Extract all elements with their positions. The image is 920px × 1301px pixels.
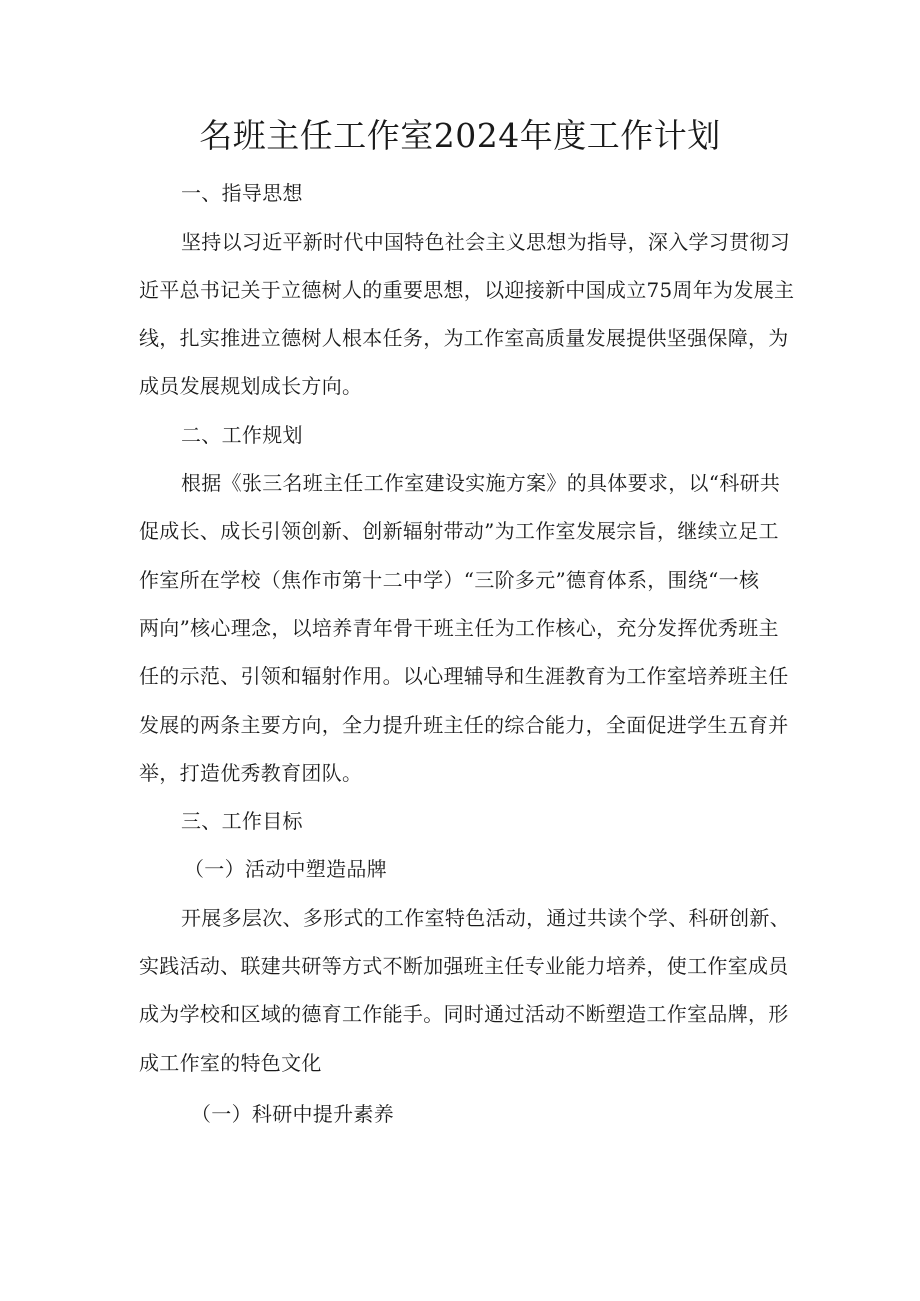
subsection-heading-research: （一）科研中提升素养: [191, 1102, 394, 1126]
paragraph-line: 作室所在学校（焦作市第十二中学）“三阶多元”德育体系，围绕“一核: [139, 568, 760, 592]
paragraph-line: 举，打造优秀教育团队。: [139, 761, 363, 785]
subsection-heading-activities: （一）活动中塑造品牌: [184, 857, 387, 881]
paragraph-line: 发展的两条主要方向，全力提升班主任的综合能力，全面促进学生五育并: [139, 713, 789, 737]
paragraph-line: 两向”核心理念，以培养青年骨干班主任为工作核心，充分发挥优秀班主: [139, 616, 779, 640]
paragraph-line: 近平总书记关于立德树人的重要思想，以迎接新中国成立75周年为发展主: [139, 278, 795, 302]
paragraph-line: 任的示范、引领和辐射作用。以心理辅导和生涯教育为工作室培养班主任: [139, 664, 789, 688]
paragraph-line: 成工作室的特色文化: [139, 1051, 322, 1075]
paragraph-line: 开展多层次、多形式的工作室特色活动，通过共读个学、科研创新、: [181, 906, 790, 930]
document-title: 名班主任工作室2024年度工作计划: [199, 116, 721, 155]
paragraph-line: 线，扎实推进立德树人根本任务，为工作室高质量发展提供坚强保障，为: [139, 326, 789, 350]
paragraph-line: 根据《张三名班主任工作室建设实施方案》的具体要求，以“科研共: [181, 471, 781, 495]
paragraph-line: 成为学校和区域的德育工作能手。同时通过活动不断塑造工作室品牌，形: [139, 1002, 789, 1026]
paragraph-line: 促成长、成长引领创新、创新辐射带动”为工作室发展宗旨，继续立足工: [139, 519, 779, 543]
section-heading-work-plan: 二、工作规划: [181, 423, 303, 447]
section-heading-work-goals: 三、工作目标: [181, 809, 303, 833]
paragraph-line: 实践活动、联建共研等方式不断加强班主任专业能力培养，使工作室成员: [139, 954, 789, 978]
paragraph-line: 成员发展规划成长方向。: [139, 374, 363, 398]
section-heading-guiding-ideology: 一、指导思想: [181, 181, 303, 205]
paragraph-line: 坚持以习近平新时代中国特色社会主义思想为指导，深入学习贯彻习: [181, 230, 790, 254]
